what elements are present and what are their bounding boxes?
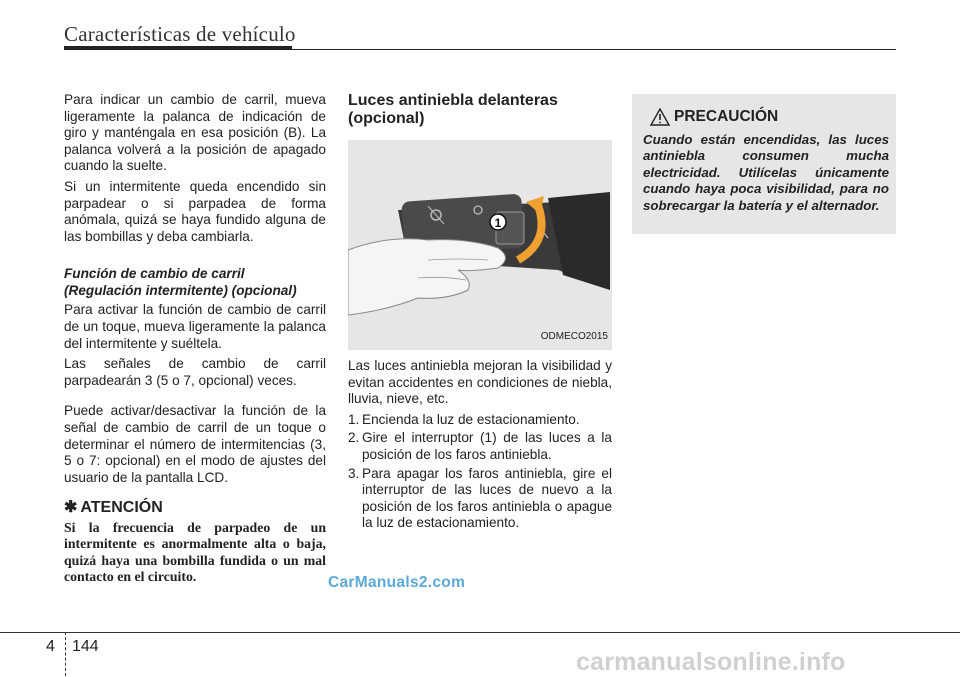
step-item: 2. Gire el interruptor (1) de las luces a la posición de los faros antiniebla.	[348, 430, 612, 462]
section-number: 4	[46, 638, 55, 655]
footer-rule	[0, 632, 960, 633]
subheading-line-2: (Regulación intermitente) (opcional)	[64, 283, 297, 299]
steps-list	[348, 412, 612, 532]
header-rule-thick	[64, 46, 292, 50]
paragraph-fog-benefits: Las luces antiniebla mejoran la visibilidad y evitan accidentes en condiciones de niebla, lluvia, nieve, etc.	[348, 358, 612, 407]
caution-body: Cuando están encendidas, las luces antiniebla consumen mucha electricidad. Utilícelas únicamente cuando haya poca visibilidad, para no sobrecargar la batería y el alternador.	[643, 132, 889, 213]
watermark-carmanualsonline[interactable]: carmanualsonline.info	[576, 648, 846, 676]
fog-light-switch-figure	[348, 140, 612, 350]
subheading-lane-change-function	[64, 265, 326, 299]
step-item: 3. Para apagar los faros antiniebla, gire el interruptor de las luces de nuevo a la posición de los faros antiniebla o apague la luz de estacionamiento.	[348, 465, 612, 531]
header-rule-thin	[292, 49, 896, 50]
paragraph-blink-count: Las señales de cambio de carril parpadearán 3 (5 o 7, opcional) veces.	[64, 356, 326, 388]
column-left	[64, 92, 326, 586]
asterisk-icon: ✱	[64, 499, 78, 517]
paragraph-lane-change: Para indicar un cambio de carril, mueva ligeramente la palanca de indicación de giro y manténgala en esa posición (B). La palanca volverá a la posición de apagado cuando la suelte.	[64, 92, 326, 174]
section-title-fog-lights: Luces antiniebla delanteras (opcional)	[348, 92, 558, 127]
attention-body: Si la frecuencia de parpadeo de un intermitente es anormalmente alta o baja, quizá haya una bombilla fundida o un mal contacto en el circuito.	[64, 519, 326, 585]
paragraph-lcd-settings: Puede activar/desactivar la función de la señal de cambio de carril de un toque o determinar el número de intermitencias (3, 5 o 7: opcional) en el modo de ajustes del usuario de la pantalla LCD.	[64, 403, 326, 485]
footer-vertical-rule	[65, 632, 66, 676]
attention-heading	[64, 500, 326, 517]
callout-number-1: 1	[494, 216, 502, 230]
paragraph-bulb-failure: Si un intermitente queda encendido sin parpadear o si parpadea de forma anómala, quizá se haya fundido alguna de las bombillas y deba cambiarla.	[64, 178, 326, 244]
caution-heading	[650, 108, 778, 126]
caution-title: PRECAUCIÓN	[674, 108, 779, 125]
subheading-line-1: Función de cambio de carril	[64, 266, 245, 282]
caution-box	[632, 94, 896, 234]
column-middle	[348, 92, 612, 534]
figure-code: ODMECO2015	[540, 331, 608, 343]
paragraph-one-touch: Para activar la función de cambio de carril de un toque, mueva ligeramente la palanca del intermitente y suéltela.	[64, 302, 326, 351]
warning-triangle-icon	[650, 108, 670, 126]
page-number: 144	[72, 638, 99, 655]
page-header-title: Características de vehículo	[64, 22, 296, 46]
lever-illustration	[348, 140, 612, 350]
watermark-carmanuals2[interactable]: CarManuals2.com	[328, 574, 466, 591]
step-item: 1. Encienda la luz de estacionamiento.	[348, 411, 580, 427]
attention-title: ATENCIÓN	[80, 499, 163, 517]
